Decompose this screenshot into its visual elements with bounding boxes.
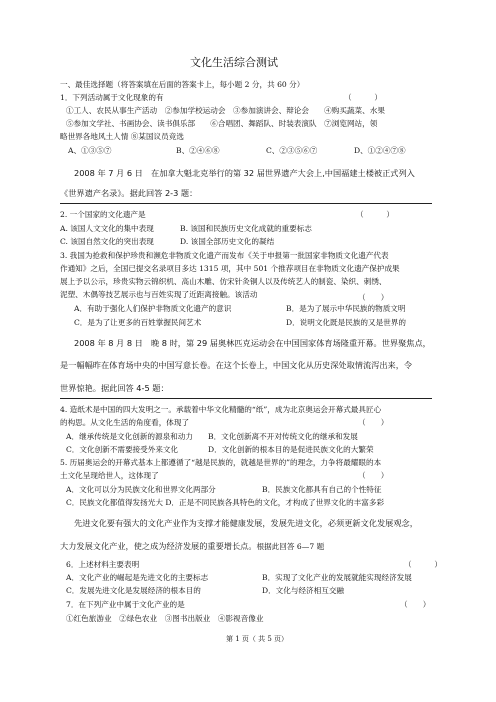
q3-line-1: 3. 我国为抢救和保护珍贵和濒危非物质文化遗产而发布《关于申报第一批国家非物质文化遗产代表 [60, 251, 389, 260]
intro-6-7-line-2-main: 大力发展文化产业，使之成为经济发展的重要增长点。 [60, 541, 257, 551]
q6-option-c: C．发展先进文化是发展经济的根本目的 [66, 586, 201, 595]
q1-line-2: ⑤参加文学社、书画协会、读书俱乐部 ⑥合唱团、舞蹈队、时装表演队 ⑦浏览网站，领 [66, 119, 378, 128]
q4-option-c: C．文化创新不需要接受外来文化 [66, 445, 179, 454]
q6-option-a: A．文化产业的崛起是先进文化的主要标志 [66, 573, 209, 582]
q4-option-a: A．继承传统是文化创新的源泉和动力 [66, 432, 193, 441]
q2-option-c: C. 该国自然文化的突出表现 [60, 237, 154, 246]
q4-answer-bracket: （ ） [358, 418, 389, 427]
q4-line-2: 的构思。从文化生活的角度看，体现了 [60, 418, 190, 427]
q1-option-b: B、②④⑥⑧ [176, 146, 220, 155]
q7-stem: 7．在下列产业中属于文化产业的是 [66, 600, 185, 609]
q3-option-b: B．是为了展示中华民族的物质文明 [286, 304, 406, 313]
page-footer: 第 1 页（ 共 5 页） [226, 635, 289, 643]
q1-stem: 1．下列活动属于文化现象的有 [60, 93, 164, 102]
intro-6-7-line-2-tail: 根据此回答 6—7 题 [256, 542, 325, 551]
intro-6-7-line-2 [60, 541, 324, 552]
q1-option-c: C、②③⑤⑥⑦ [266, 146, 318, 155]
q6-option-d: D．文化与经济相互交融 [262, 586, 345, 595]
q5-line-2: 土文化呈现给世人，这体现了 [60, 471, 159, 480]
intro-4-5-line-3: 世界惊艳。据此回答 4-5 题： [60, 383, 169, 393]
q3-line-4: 泥塑、木偶等技艺展示也与百姓实现了近距离接触。该活动 [60, 290, 258, 299]
q3-option-d: D．说明文化既是民族的又是世界的 [286, 318, 406, 327]
q1-line-1: ①工人、农民从事生产活动 ②参加学校运动会 ③参加演讲会、辩论会 ④购买蔬菜、水果 [66, 106, 385, 115]
q2-answer-bracket: （ ） [356, 210, 394, 219]
q3-line-3: 展上予以公示，珍贵实物云锦织机、高山木雕、仿宋针灸铜人以及传统艺人的制瓷、染织、刺绣、 [60, 277, 387, 286]
q1-option-d: D、①②④⑦⑧ [354, 146, 406, 155]
intro-4-5-line-1: 2008 年 8 月 8 日 晚 8 时，第 29 届奥林匹克运动会在中国国家体育场隆重开幕。世界聚焦点， [74, 338, 431, 348]
q1-answer-bracket: （ ） [344, 93, 382, 102]
section-heading: 一、最佳选择题（将答案填在后面的答案卡上，每小题 2 分，共 60 分） [60, 80, 305, 89]
q2-option-a: A. 该国人文文化的集中表现 [60, 224, 154, 233]
q6-stem: 6．上述材料主要表明 [66, 560, 140, 569]
q3-line-2: 作通知》之后，全国已提交名录项目多达 1315 项，其中 501 个推荐项目在非物质文化遗产保护成果 [60, 264, 400, 273]
q3-option-c: C．是为了让更多的百姓掌握民间艺术 [74, 318, 202, 327]
intro-6-7-line-1: 先进文化要有强大的文化产业作为支撑才能健康发展，发展先进文化，必须更新文化发展观念， [74, 518, 418, 528]
exam-title: 文化生活综合测试 [190, 56, 278, 69]
q3-option-a: A．有助于强化人们保护非物质文化遗产的意识 [74, 304, 232, 313]
intro-2-3-line-1: 2008 年 7 月 6 日 在加拿大魁北克举行的第 32 届世界遗产大会上,中国福建土楼被正式列入 [74, 168, 415, 178]
divider [60, 398, 432, 399]
q5-line-1: 5. 历届奥运会的开幕式基本上都遵循了“越是民族的，就越是世界的”的理念，力争将最耀眼的本 [60, 458, 382, 467]
q2-option-b: B. 该国和民族历史文化成就的重要标志 [180, 224, 312, 233]
q4-option-b: B．文化创新离不开对传统文化的继承和发展 [208, 432, 358, 441]
q2-stem: 2. 一个国家的文化遗产是 [60, 210, 146, 219]
q5-answer-bracket: （ ） [358, 471, 389, 480]
q1-option-a: A、①③⑤⑦ [68, 146, 112, 155]
q4-option-d: D．文化创新的根本目的是促进民族文化的大繁荣 [208, 445, 374, 454]
q4-line-1: 4. 造纸术是中国的四大发明之一。承载着中华文化精髓的“纸”，成为北京奥运会开幕式最具匠心 [60, 405, 382, 414]
q7-answer-bracket: （ ） [400, 600, 431, 609]
q5-option-a: A．文化可以分为民族文化和世界文化两部分 [66, 485, 216, 494]
q6-option-b: B．实现了文化产业的发展就能实现经济发展 [262, 573, 412, 582]
intro-4-5-line-2: 是一幅幅昨在体育场中央的中国写意长卷。在这个长卷上，中国文化从历史深处取情流泻出来，令 [60, 360, 413, 370]
q2-option-d: D. 该国全部历史文化的凝结 [180, 237, 275, 246]
q5-option-b: B．民族文化都具有自己的个性特征 [262, 485, 382, 494]
intro-2-3-line-2: 《世界遗产名录》。据此回答 2-3 题： [60, 188, 198, 198]
q1-line-3: 略世界各地风土人情 ⑧某国议员竞选 [60, 132, 184, 141]
q6-answer-bracket: （ ） [404, 560, 442, 569]
q3-answer-bracket: （ ） [358, 293, 389, 302]
q5-option-c-d: C．民族文化都值得发扬光大 D．正是不同民族各具特色的文化，才构成了世界文化的丰富多彩 [66, 498, 385, 507]
divider [60, 203, 432, 204]
q7-items: ①红色旅游业 ②绿色农业 ③图书出版业 ④影视音像业 [66, 614, 264, 623]
